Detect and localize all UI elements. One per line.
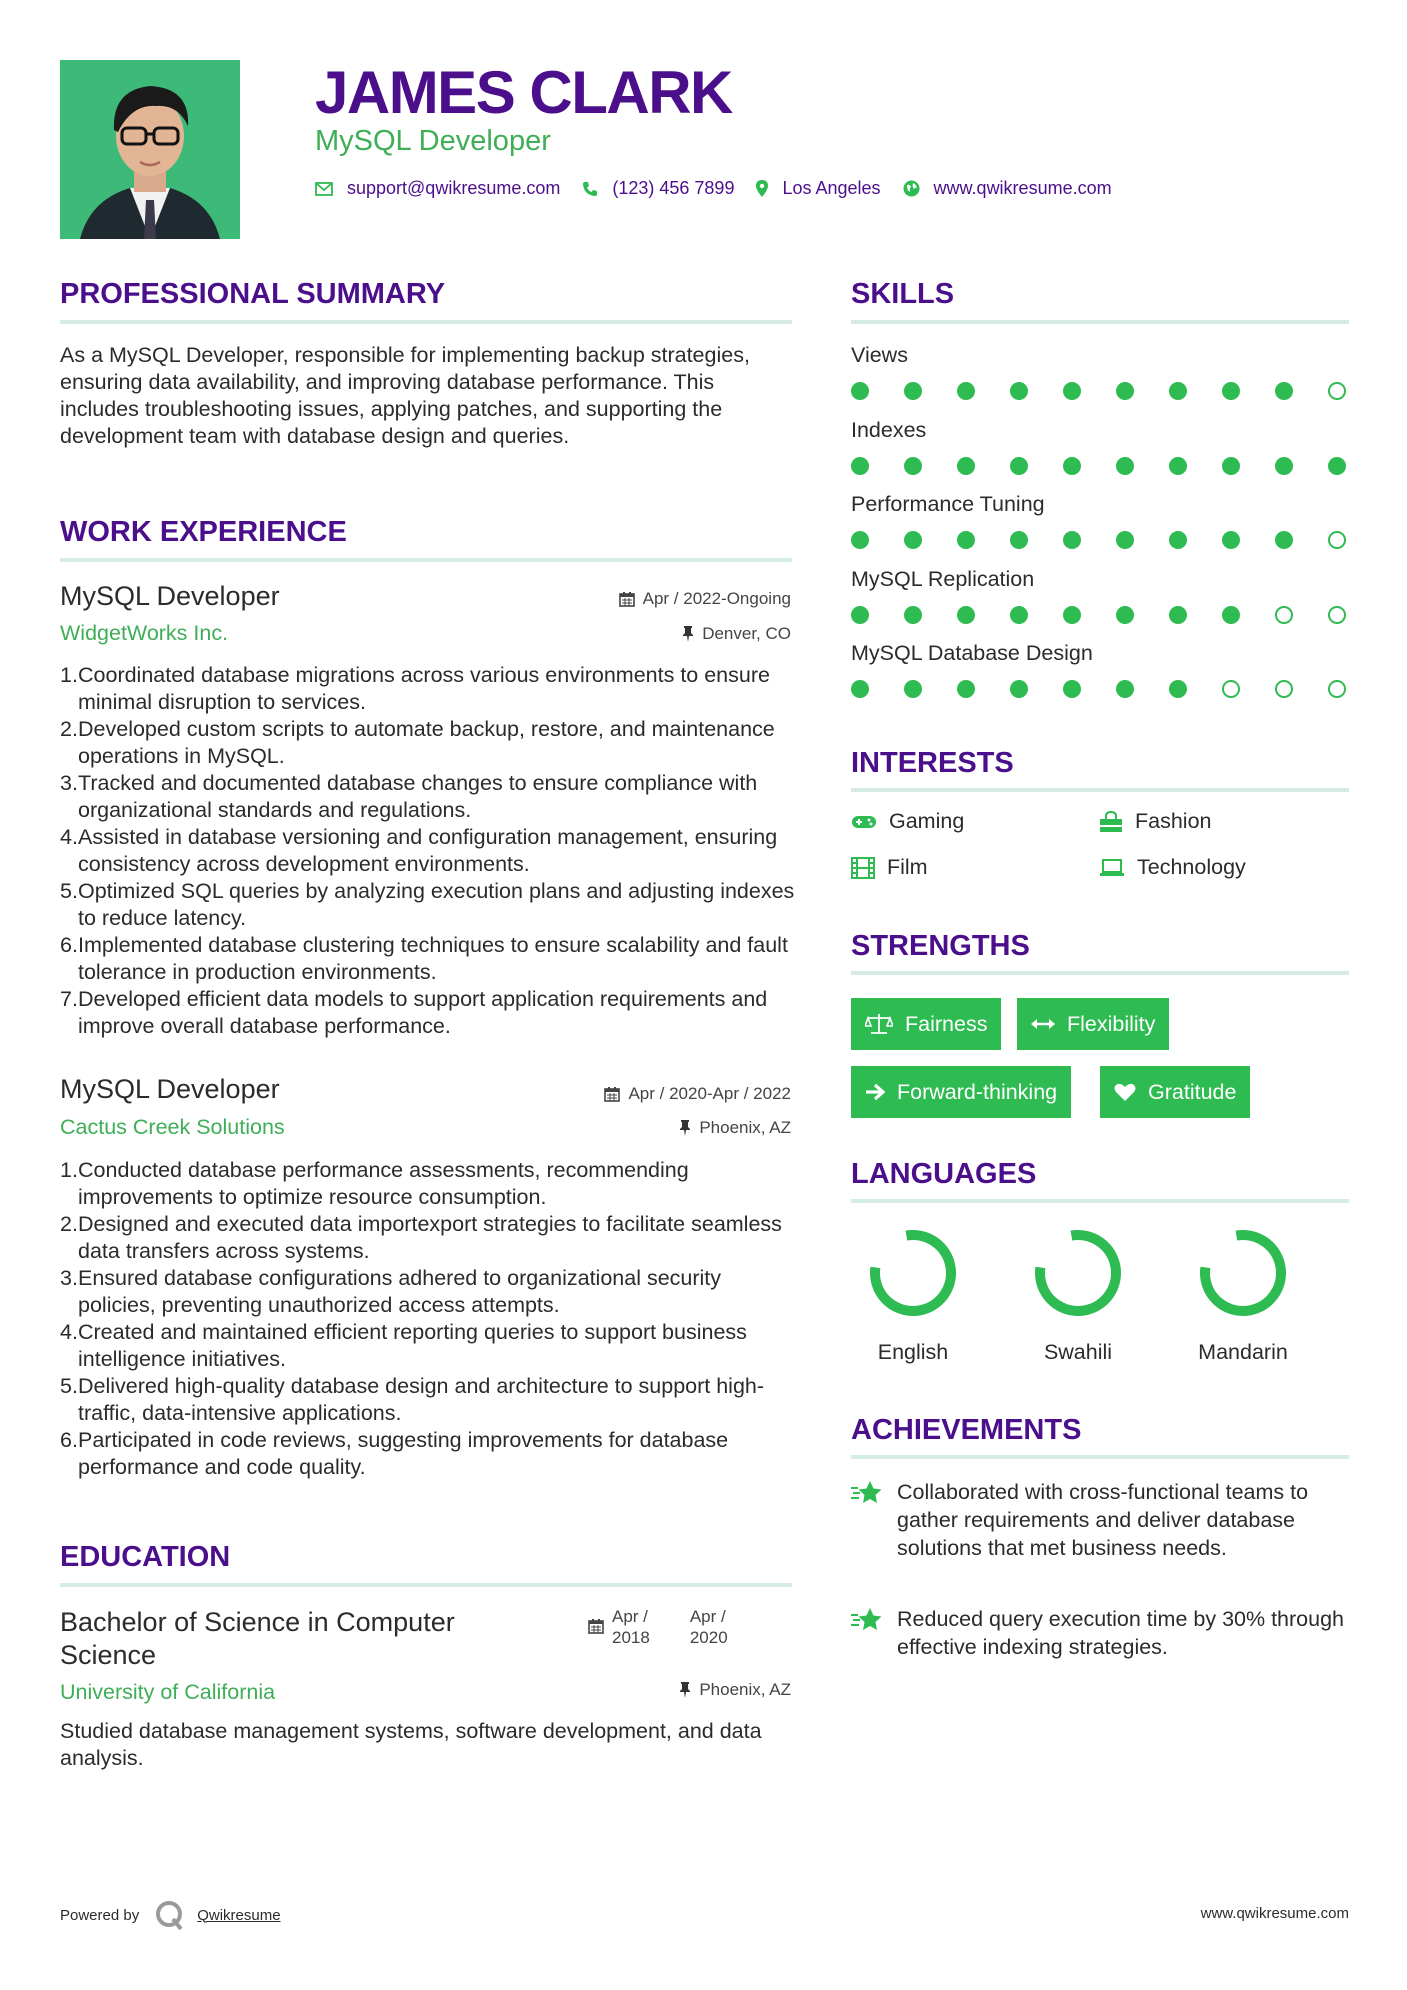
achievements-heading: ACHIEVEMENTS xyxy=(851,1414,1082,1446)
bullet-number: 5. xyxy=(60,879,78,903)
rating-dot-filled xyxy=(1010,680,1028,698)
email-text: support@qwikresume.com xyxy=(347,178,561,198)
bullet-item xyxy=(60,986,800,1040)
shopping-bag-icon xyxy=(1099,811,1123,833)
footer-powered-by xyxy=(60,1898,281,1932)
bullet-text: Tracked and documented database changes to ensure compliance with organizational standards and regulations. xyxy=(78,771,758,822)
bullet-number: 2. xyxy=(60,717,78,741)
rating-dot-filled xyxy=(957,382,975,400)
rating-dot-filled xyxy=(1010,531,1028,549)
phone-text: (123) 456 7899 xyxy=(612,178,735,198)
skill-rating xyxy=(851,457,1349,477)
education-start-month: Apr / xyxy=(612,1607,648,1626)
rating-dot-empty xyxy=(1222,680,1240,698)
skill-label: MySQL Database Design xyxy=(851,641,1093,665)
language-arc-mark xyxy=(1199,1229,1287,1317)
rating-dot-filled xyxy=(1116,606,1134,624)
rating-dot-filled xyxy=(1328,457,1346,475)
job-2-location-text: Phoenix, AZ xyxy=(699,1118,791,1137)
rating-dot-filled xyxy=(1116,457,1134,475)
rating-dot-empty xyxy=(1328,382,1346,400)
gamepad-icon xyxy=(851,814,877,830)
powered-by-text: Powered by xyxy=(60,1906,140,1924)
education-start-year: 2018 xyxy=(612,1628,650,1647)
strength-gratitude xyxy=(1100,1066,1250,1118)
skill-label: Performance Tuning xyxy=(851,492,1045,516)
star-icon xyxy=(851,1607,883,1633)
pushpin-icon xyxy=(682,626,694,642)
bullet-text: Developed efficient data models to support application requirements and improve overall database performance. xyxy=(78,987,768,1038)
education-description: Studied database management systems, software development, and data analysis. xyxy=(60,1719,762,1770)
rating-dot-filled xyxy=(851,680,869,698)
candidate-title: MySQL Developer xyxy=(315,125,551,157)
strength-gratitude-label: Gratitude xyxy=(1148,1079,1237,1104)
bullet-item xyxy=(60,1373,800,1427)
strength-forward-thinking xyxy=(851,1066,1071,1118)
interest-fashion xyxy=(1099,809,1212,834)
bullet-number: 7. xyxy=(60,987,78,1011)
bullet-item xyxy=(60,662,800,716)
bullet-item xyxy=(60,1265,800,1319)
education-location-text: Phoenix, AZ xyxy=(699,1680,791,1699)
rating-dot-filled xyxy=(1010,382,1028,400)
rating-dot-empty xyxy=(1328,531,1346,549)
skill-label: Views xyxy=(851,343,908,367)
bullet-item xyxy=(60,770,800,824)
envelope-icon xyxy=(315,182,333,196)
bullet-item xyxy=(60,878,800,932)
interest-film xyxy=(851,855,928,880)
skill-label: MySQL Replication xyxy=(851,566,1035,591)
rating-dot-filled xyxy=(851,382,869,400)
rating-dot-filled xyxy=(1063,680,1081,698)
rating-dot-filled xyxy=(851,606,869,624)
bullet-item xyxy=(60,1211,800,1265)
strengths-heading: STRENGTHS xyxy=(851,930,1030,962)
bullet-item xyxy=(60,1319,800,1373)
star-icon xyxy=(851,1480,883,1506)
language-ring xyxy=(858,1228,968,1318)
language-arc-mark xyxy=(869,1229,957,1317)
strength-fairness xyxy=(851,998,1001,1050)
rating-dot-filled xyxy=(904,606,922,624)
rating-dot-empty xyxy=(1275,606,1293,624)
language-progress-arc xyxy=(1198,1228,1288,1318)
achievement-1 xyxy=(851,1478,1351,1562)
skill-label: Indexes xyxy=(851,417,927,442)
calendar-icon xyxy=(619,591,635,607)
bullet-item xyxy=(60,1157,800,1211)
languages-divider xyxy=(851,1199,1349,1203)
bullet-number: 6. xyxy=(60,933,78,957)
education-heading: EDUCATION xyxy=(60,1541,231,1573)
interest-fashion-label: Fashion xyxy=(1135,809,1212,833)
rating-dot-filled xyxy=(957,531,975,549)
bullet-text: Assisted in database versioning and configuration management, ensuring consistency across development environments. xyxy=(78,825,778,876)
rating-dot-filled xyxy=(1222,457,1240,475)
job-2-dates xyxy=(604,1084,791,1104)
contact-website[interactable] xyxy=(903,178,1112,199)
rating-dot-filled xyxy=(851,531,869,549)
rating-dot-empty xyxy=(1275,680,1293,698)
rating-dot-filled xyxy=(851,457,869,475)
pushpin-icon xyxy=(679,1120,691,1136)
education-location xyxy=(679,1680,791,1700)
bullet-number: 1. xyxy=(60,663,78,687)
rating-dot-filled xyxy=(1063,457,1081,475)
rating-dot-filled xyxy=(1275,457,1293,475)
rating-dot-filled xyxy=(1169,531,1187,549)
bullet-text: Created and maintained efficient reporting queries to support business intelligence initiatives. xyxy=(78,1320,747,1371)
location-text: Los Angeles xyxy=(782,178,881,198)
rating-dot-filled xyxy=(1116,680,1134,698)
rating-dot-filled xyxy=(904,382,922,400)
rating-dot-empty xyxy=(1328,606,1346,624)
qwikresume-logo-icon xyxy=(153,1898,187,1932)
job-1-dates-text: Apr / 2022-Ongoing xyxy=(642,589,791,608)
rating-dot-filled xyxy=(1222,606,1240,624)
heart-icon xyxy=(1114,1082,1136,1102)
bullet-text: Implemented database clustering techniques to ensure scalability and fault tolerance in production environments. xyxy=(78,933,788,984)
language-ring xyxy=(1023,1228,1133,1318)
skill-rating xyxy=(851,382,1349,402)
rating-dot-filled xyxy=(1169,606,1187,624)
rating-dot-filled xyxy=(1169,457,1187,475)
rating-dot-filled xyxy=(1010,606,1028,624)
website-text: www.qwikresume.com xyxy=(933,178,1112,198)
balance-scale-icon xyxy=(865,1013,893,1035)
rating-dot-filled xyxy=(957,606,975,624)
strength-forward-thinking-label: Forward-thinking xyxy=(897,1079,1058,1104)
rating-dot-filled xyxy=(1222,382,1240,400)
bullet-item xyxy=(60,824,800,878)
rating-dot-filled xyxy=(1275,531,1293,549)
skills-heading: SKILLS xyxy=(851,278,955,310)
bullet-text: Conducted database performance assessments, recommending improvements to optimize resource consumption. xyxy=(78,1158,689,1209)
candidate-name: JAMES CLARK xyxy=(315,59,732,126)
film-icon xyxy=(851,857,875,879)
map-pin-icon xyxy=(756,180,768,197)
job-1-location-text: Denver, CO xyxy=(702,624,791,643)
bullet-text: Participated in code reviews, suggesting improvements for database performance and code quality. xyxy=(78,1428,729,1479)
strength-flexibility xyxy=(1017,998,1169,1050)
arrow-right-icon xyxy=(865,1083,885,1101)
job-1-company: WidgetWorks Inc. xyxy=(60,621,229,645)
rating-dot-filled xyxy=(957,457,975,475)
education-degree: Bachelor of Science in Computer Science xyxy=(60,1607,455,1670)
bullet-text: Developed custom scripts to automate backup, restore, and maintenance operations in MySQL. xyxy=(78,717,775,768)
interest-technology xyxy=(1099,855,1246,880)
bullet-number: 4. xyxy=(60,825,78,849)
contact-bar xyxy=(315,178,1134,199)
interest-gaming-label: Gaming xyxy=(889,809,965,833)
achievement-1-text: Collaborated with cross-functional teams to gather requirements and deliver database solutions that met business needs. xyxy=(897,1480,1309,1560)
achievements-divider xyxy=(851,1455,1349,1459)
bullet-item xyxy=(60,1427,800,1481)
profile-photo xyxy=(60,60,240,239)
experience-divider xyxy=(60,558,792,562)
phone-icon xyxy=(582,181,598,197)
calendar-icon xyxy=(588,1618,604,1634)
rating-dot-filled xyxy=(1063,382,1081,400)
skill-rating xyxy=(851,606,1349,626)
bullet-text: Designed and executed data importexport strategies to facilitate seamless data transfers across systems. xyxy=(78,1212,782,1263)
calendar-icon xyxy=(604,1086,620,1102)
job-2-location xyxy=(679,1118,791,1138)
contact-email[interactable] xyxy=(315,178,560,199)
language-label: Mandarin xyxy=(1198,1340,1288,1364)
rating-dot-filled xyxy=(1222,531,1240,549)
rating-dot-filled xyxy=(1010,457,1028,475)
bullet-text: Ensured database configurations adhered to organizational security policies, preventing unauthorized access attempts. xyxy=(78,1266,722,1317)
job-1-location xyxy=(682,624,791,644)
strengths-divider xyxy=(851,971,1349,975)
interest-technology-label: Technology xyxy=(1137,855,1246,879)
skill-rating xyxy=(851,680,1349,700)
bullet-number: 3. xyxy=(60,1266,78,1290)
footer-website[interactable]: www.qwikresume.com xyxy=(1200,1905,1349,1922)
skills-divider xyxy=(851,320,1349,324)
language-progress-arc xyxy=(868,1228,958,1318)
interests-heading: INTERESTS xyxy=(851,747,1014,779)
rating-dot-filled xyxy=(1275,382,1293,400)
education-dates xyxy=(588,1606,728,1648)
bullet-number: 6. xyxy=(60,1428,78,1452)
language-arc-mark xyxy=(1034,1229,1122,1317)
bullet-number: 5. xyxy=(60,1374,78,1398)
interest-film-label: Film xyxy=(887,855,928,879)
achievement-2 xyxy=(851,1605,1351,1661)
job-2-company: Cactus Creek Solutions xyxy=(60,1115,285,1139)
languages-heading: LANGUAGES xyxy=(851,1158,1037,1190)
laptop-icon xyxy=(1099,858,1125,878)
bullet-number: 2. xyxy=(60,1212,78,1236)
job-1-dates xyxy=(619,589,791,609)
language-label: English xyxy=(877,1340,949,1364)
qwikresume-link[interactable]: Qwikresume xyxy=(197,1906,281,1924)
rating-dot-filled xyxy=(904,680,922,698)
rating-dot-filled xyxy=(904,531,922,549)
bullet-item xyxy=(60,932,800,986)
bullet-number: 1. xyxy=(60,1158,78,1182)
bullet-text: Delivered high-quality database design and architecture to support high-traffic, data-intensive applications. xyxy=(78,1374,765,1425)
education-end-month: Apr / xyxy=(689,1607,726,1626)
arrows-horizontal-icon xyxy=(1031,1017,1055,1031)
education-school: University of California xyxy=(60,1680,276,1704)
interest-gaming xyxy=(851,809,964,834)
rating-dot-empty xyxy=(1328,680,1346,698)
job-2-title: MySQL Developer xyxy=(60,1074,280,1104)
language-progress-arc xyxy=(1033,1228,1123,1318)
rating-dot-filled xyxy=(1063,531,1081,549)
summary-text: As a MySQL Developer, responsible for implementing backup strategies, ensuring data availability, and improving database performance. This includes troubleshooting issues, applying patches, and supporting the development team with database design and queries. xyxy=(60,343,750,448)
contact-phone[interactable] xyxy=(582,178,734,199)
globe-icon xyxy=(903,180,920,197)
language-ring xyxy=(1188,1228,1298,1318)
summary-divider xyxy=(60,320,792,324)
education-divider xyxy=(60,1583,792,1587)
rating-dot-filled xyxy=(904,457,922,475)
language-label: Swahili xyxy=(1043,1340,1113,1364)
summary-heading: PROFESSIONAL SUMMARY xyxy=(60,278,446,310)
job-1-bullets xyxy=(60,662,800,1040)
bullet-text: Coordinated database migrations across various environments to ensure minimal disruption to services. xyxy=(78,663,770,714)
experience-heading: WORK EXPERIENCE xyxy=(60,516,347,548)
bullet-text: Optimized SQL queries by analyzing execution plans and adjusting indexes to reduce latency. xyxy=(78,879,795,930)
job-1-title: MySQL Developer xyxy=(60,581,280,611)
rating-dot-filled xyxy=(1063,606,1081,624)
rating-dot-filled xyxy=(1169,680,1187,698)
bullet-item xyxy=(60,716,800,770)
bullet-number: 3. xyxy=(60,771,78,795)
rating-dot-filled xyxy=(1116,531,1134,549)
contact-location xyxy=(756,178,880,199)
interests-divider xyxy=(851,788,1349,792)
rating-dot-filled xyxy=(957,680,975,698)
strength-flexibility-label: Flexibility xyxy=(1067,1011,1156,1036)
job-2-bullets xyxy=(60,1157,800,1481)
achievement-2-text: Reduced query execution time by 30% through effective indexing strategies. xyxy=(897,1607,1344,1659)
skill-rating xyxy=(851,531,1349,551)
education-end-year: 2020 xyxy=(689,1628,728,1647)
job-2-dates-text: Apr / 2020-Apr / 2022 xyxy=(628,1084,791,1103)
rating-dot-filled xyxy=(1116,382,1134,400)
bullet-number: 4. xyxy=(60,1320,78,1344)
pushpin-icon xyxy=(679,1682,691,1698)
rating-dot-filled xyxy=(1169,382,1187,400)
strength-fairness-label: Fairness xyxy=(905,1011,988,1036)
